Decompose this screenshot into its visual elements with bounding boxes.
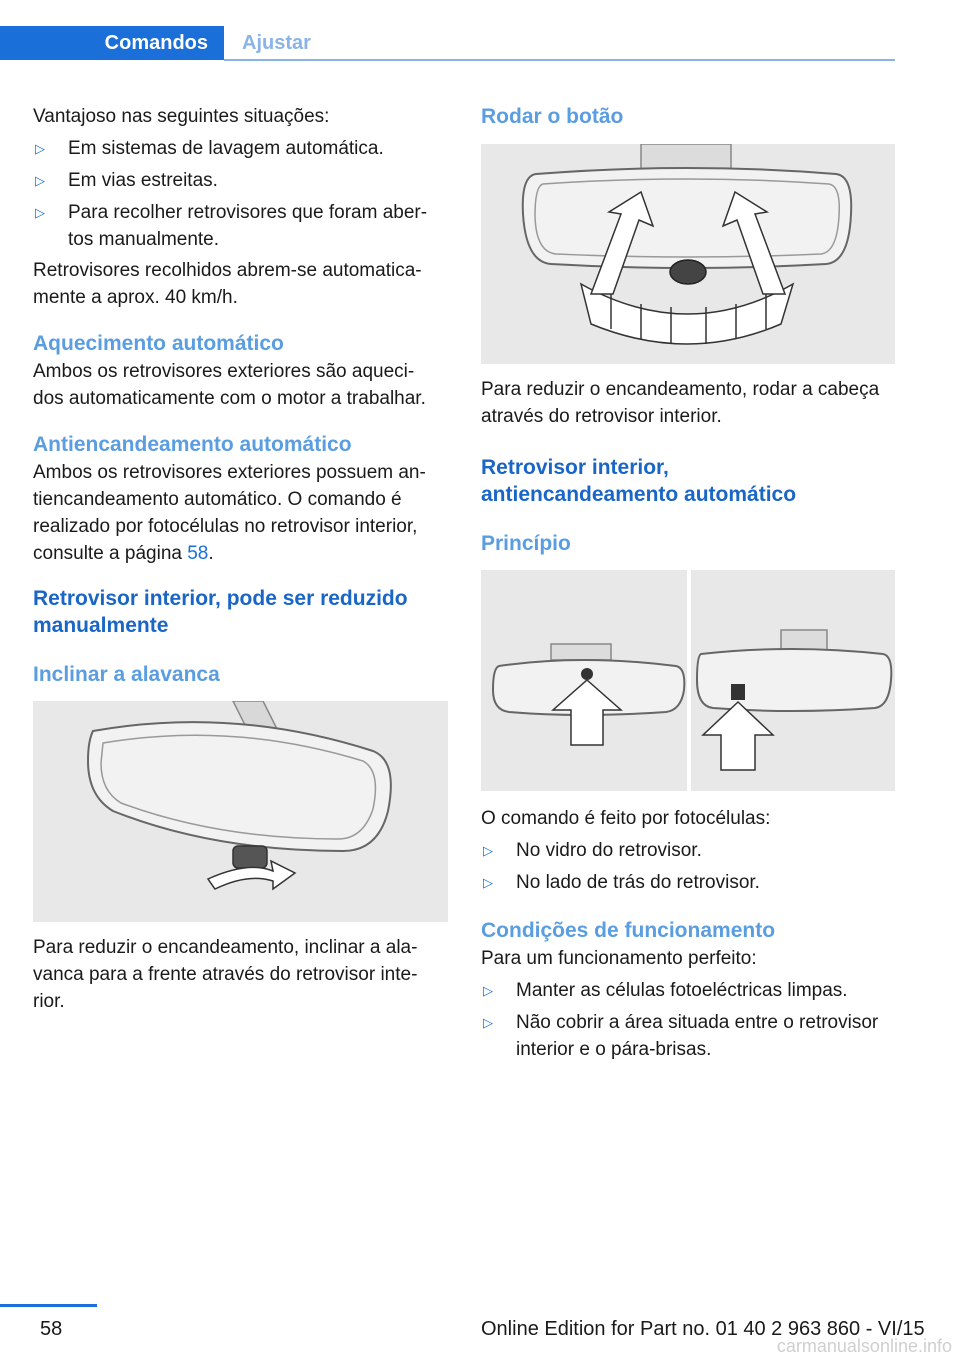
- bullet-arrow-icon: ▷: [483, 1015, 493, 1030]
- bullet-arrow-icon: ▷: [483, 875, 493, 890]
- tilted-mirror-illustration: [33, 701, 448, 922]
- heading-principle: Princípio: [481, 532, 571, 555]
- page-link[interactable]: 58: [187, 543, 209, 564]
- list-item: ▷ Em sistemas de lavagem automática.: [33, 135, 448, 162]
- heading-lever: Inclinar a alavanca: [33, 663, 220, 686]
- tab-ajustar[interactable]: Ajustar: [242, 31, 311, 54]
- rotate-knob-illustration: [481, 144, 895, 364]
- page-number: 58: [40, 1318, 63, 1340]
- lever-text: Para reduzir o encandeamento, inclinar a ala‐ vanca para a frente através do retrovisor inte‐ rior.: [33, 937, 418, 1012]
- heating-text: Ambos os retrovisores exteriores são aqueci‐ dos automaticamente com o motor a trabalhar.: [33, 361, 426, 409]
- fold-note: Retrovisores recolhidos abrem-se automatica‐ mente a aprox. 40 km/h.: [33, 260, 422, 308]
- footer-rule: [0, 1304, 97, 1307]
- bullet-arrow-icon: ▷: [35, 141, 45, 156]
- heading-auto-dimming: Retrovisor interior, antiencandeamento automático: [481, 456, 797, 506]
- watermark: carmanualsonline.info: [776, 1336, 952, 1356]
- bullet-arrow-icon: ▷: [483, 983, 493, 998]
- list-item: ▷ No vidro do retrovisor.: [481, 837, 896, 864]
- heading-knob: Rodar o botão: [481, 105, 624, 128]
- heading-dimming: Antiencandeamento automático: [33, 433, 352, 456]
- heading-manual: Retrovisor interior, pode ser reduzido manualmente: [33, 587, 408, 637]
- bullet-arrow-icon: ▷: [35, 205, 45, 220]
- list-item: ▷ Manter as células fotoeléctricas limpas.: [481, 977, 896, 1004]
- list-item: ▷ Para recolher retrovisores que foram aber‐ tos manualmente.: [33, 199, 448, 253]
- tab-comandos[interactable]: Comandos: [0, 26, 224, 60]
- list-item: ▷ Não cobrir a área situada entre o retrovisor interior e o pára-brisas.: [481, 1009, 896, 1063]
- knob-mirror-figure: [481, 144, 895, 364]
- photocell-figure: [481, 570, 895, 791]
- intro-text: Vantajoso nas seguintes situações:: [33, 106, 330, 127]
- tab-underline: [224, 59, 895, 61]
- photocell-illustration: [481, 570, 895, 791]
- edition-note: Online Edition for Part no. 01 40 2 963 860 - VI/15: [481, 1318, 925, 1340]
- heading-heating: Aquecimento automático: [33, 332, 284, 355]
- photocell-intro: O comando é feito por fotocélulas:: [481, 808, 771, 829]
- left-column: [33, 100, 448, 1015]
- lever-mirror-figure: [33, 701, 448, 922]
- knob-text: Para reduzir o encandeamento, rodar a cabeça através do retrovisor interior.: [481, 379, 880, 427]
- heading-conditions: Condições de funcionamento: [481, 919, 776, 942]
- section-tabs: [0, 26, 895, 62]
- right-column: [481, 100, 896, 1063]
- conditions-intro: Para um funcionamento perfeito:: [481, 948, 757, 969]
- bullet-arrow-icon: ▷: [483, 843, 493, 858]
- list-item: ▷ Em vias estreitas.: [33, 167, 448, 194]
- dimming-text: Ambos os retrovisores exteriores possuem an‐ tiencandeamento automático. O comando é realizado por fotocélulas no retrovisor interior, consulte a página 58.: [33, 462, 426, 564]
- list-item: ▷ No lado de trás do retrovisor.: [481, 869, 896, 896]
- bullet-arrow-icon: ▷: [35, 173, 45, 188]
